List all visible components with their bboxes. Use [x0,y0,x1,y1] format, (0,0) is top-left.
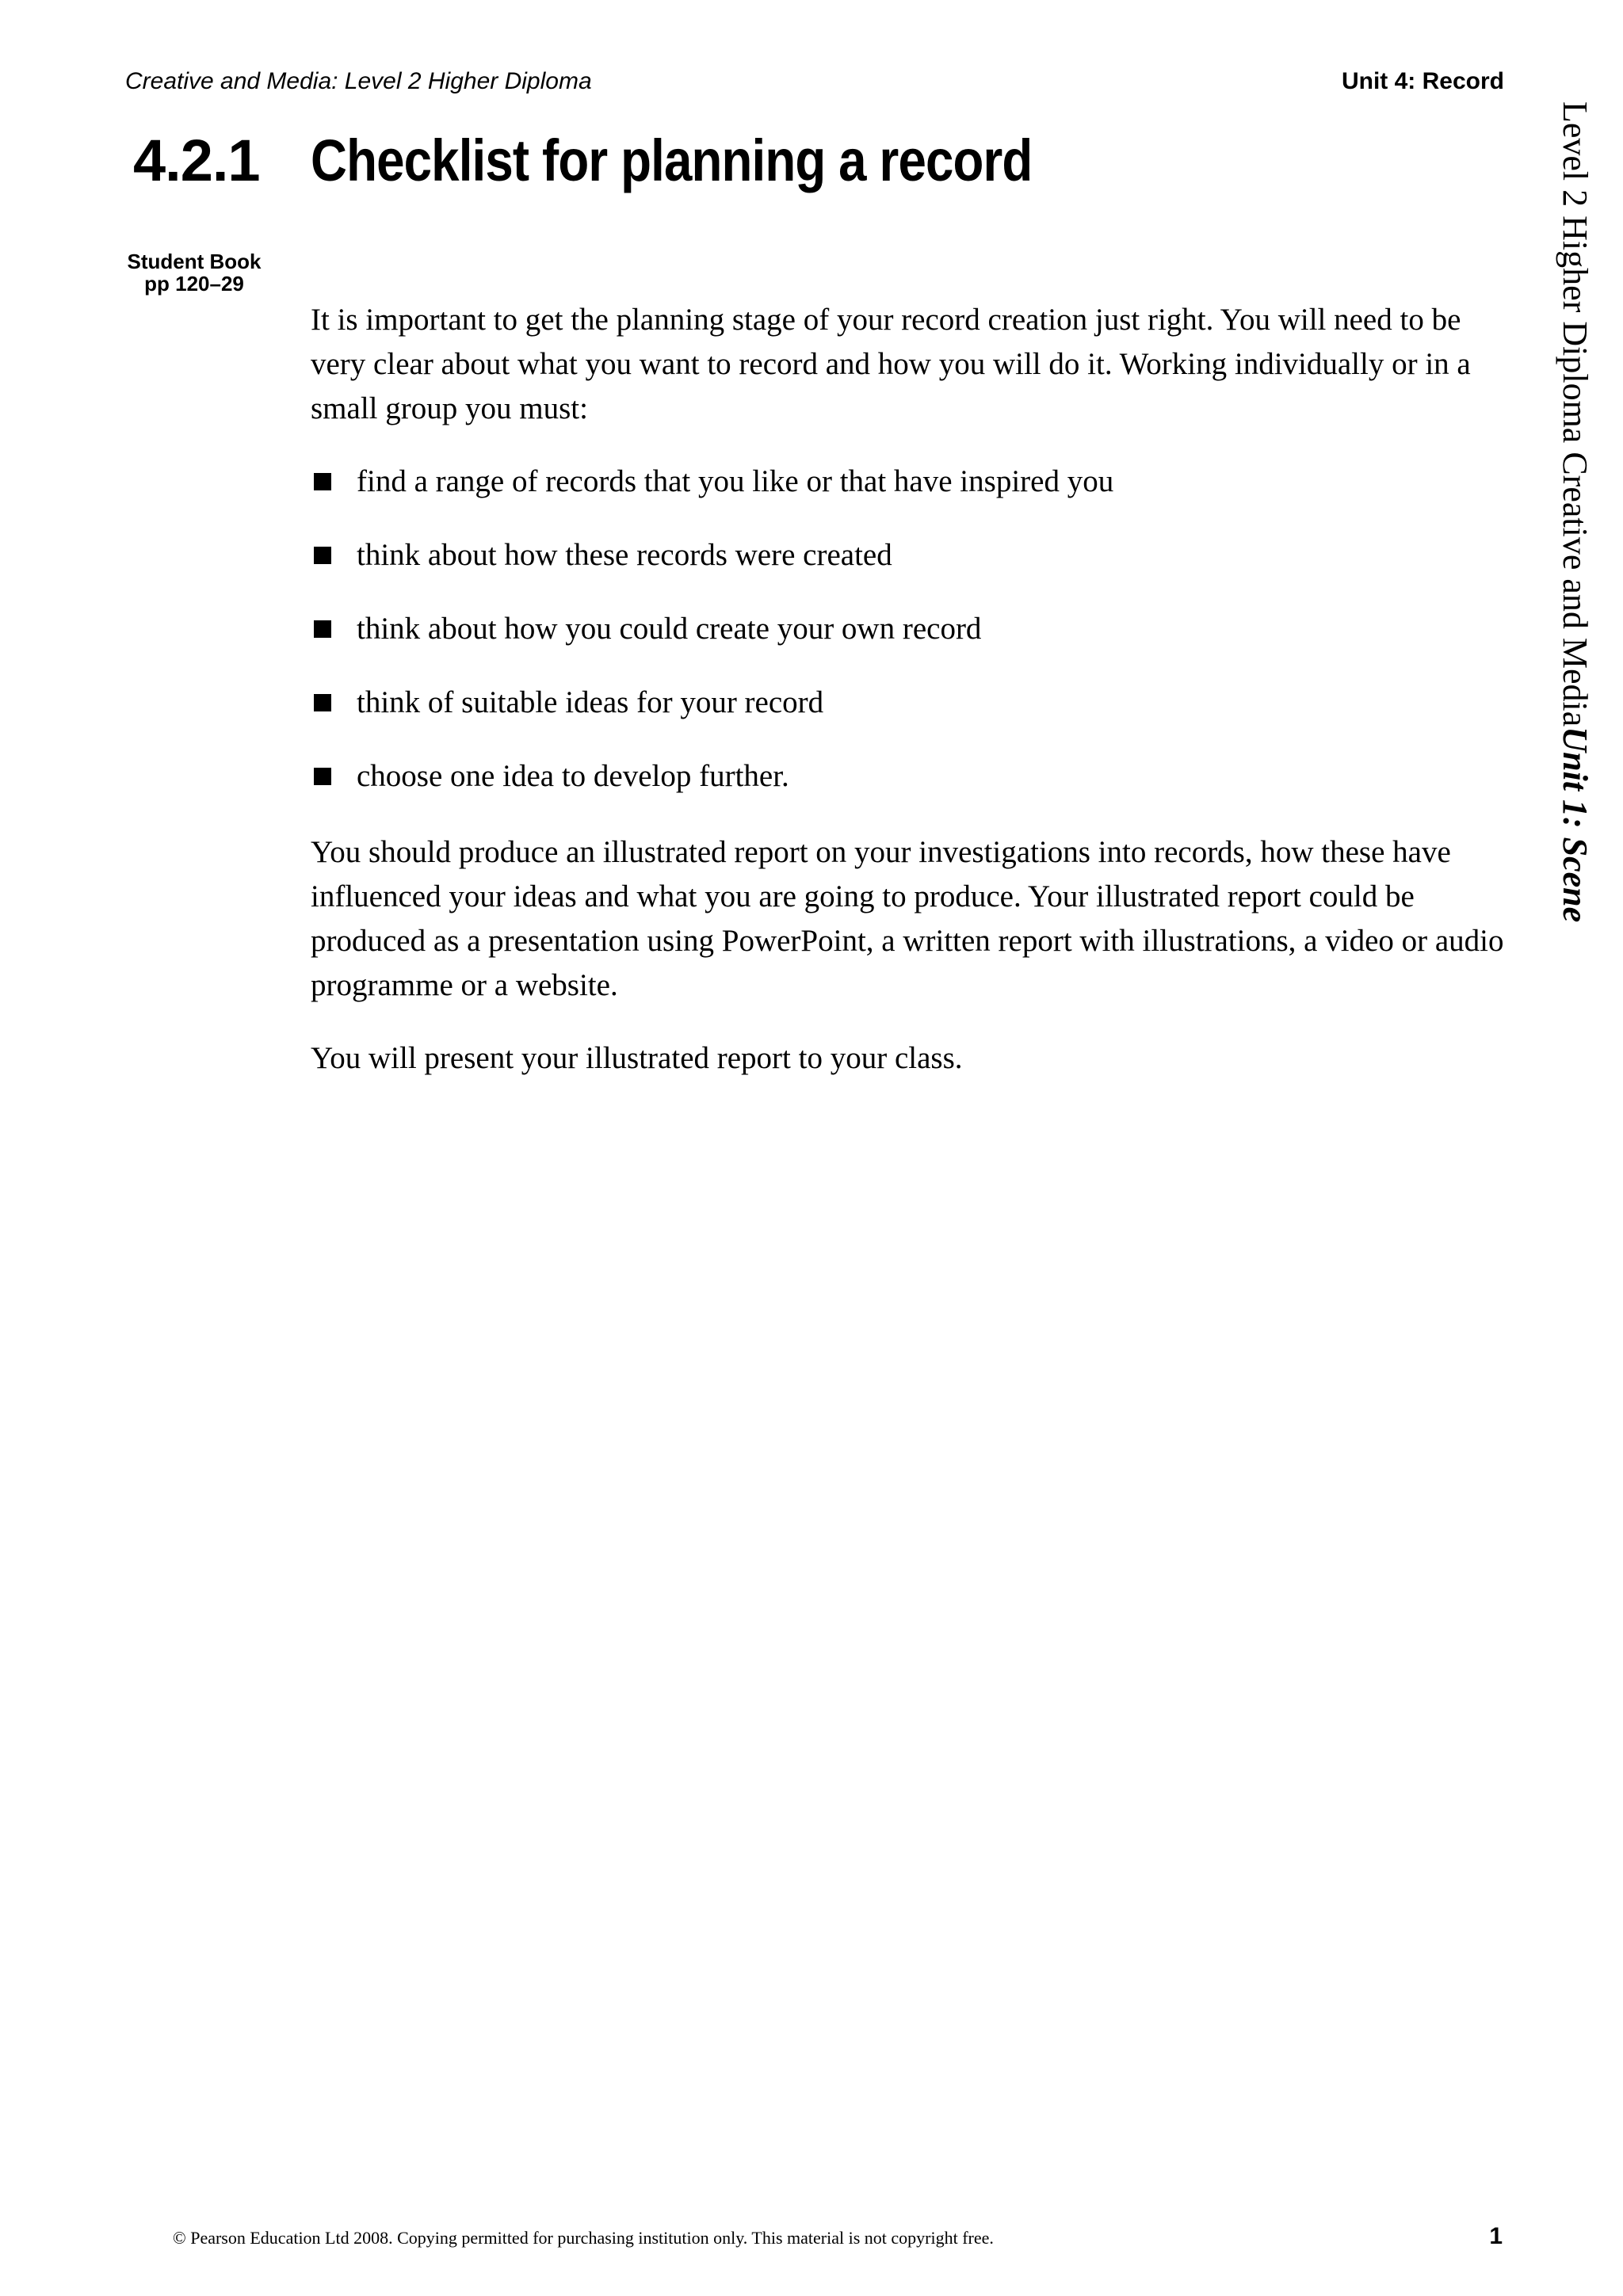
section-title: Checklist for planning a record [311,128,1033,193]
square-bullet-icon [314,620,331,638]
checklist-item [311,460,1507,533]
checklist-item-text: find a range of records that you like or that have inspired you [357,464,1114,498]
side-banner [1555,101,1594,922]
student-book-pages: pp 120–29 [144,272,244,296]
intro-paragraph: It is important to get the planning stage of your record creation just right. You will need to be very clear about what you want to record and how you will do it. Working individually or in a small group you must: [311,303,1471,425]
square-bullet-icon [314,768,331,785]
student-book-reference [119,250,269,295]
checklist-item [311,607,1507,681]
section-number: 4.2.1 [133,128,260,193]
running-header-left: Creative and Media: Level 2 Higher Diploma [125,68,592,94]
square-bullet-icon [314,473,331,490]
checklist-item [311,533,1507,607]
checklist-item-text: think about how these records were created [357,538,892,572]
checklist-item [311,681,1507,754]
side-banner-unit: Unit 1: Scene [1556,727,1594,923]
checklist-item-text: think of suitable ideas for your record [357,685,824,719]
square-bullet-icon [314,694,331,711]
checklist-item-text: choose one idea to develop further. [357,759,789,793]
checklist-item [311,754,1507,828]
running-header-right: Unit 4: Record [1341,68,1504,94]
page-number: 1 [1489,2223,1503,2249]
report-paragraph: You should produce an illustrated report on your investigations into records, how these have influenced your ideas and what you are going to produce. Your illustrated report could be produced as a presentation using PowerPoint, a written report with illustrations, a video or audio programme or a website. [311,835,1504,1002]
checklist-item-text: think about how you could create your own record [357,612,982,646]
side-banner-text: Level 2 Higher Diploma Creative and Media [1556,101,1594,727]
square-bullet-icon [314,547,331,564]
presentation-paragraph: You will present your illustrated report to your class. [311,1041,963,1075]
checklist [311,460,1507,828]
footer-copyright: © Pearson Education Ltd 2008. Copying permitted for purchasing institution only. This material is not copyright free. [173,2228,994,2248]
student-book-label: Student Book [127,250,262,273]
